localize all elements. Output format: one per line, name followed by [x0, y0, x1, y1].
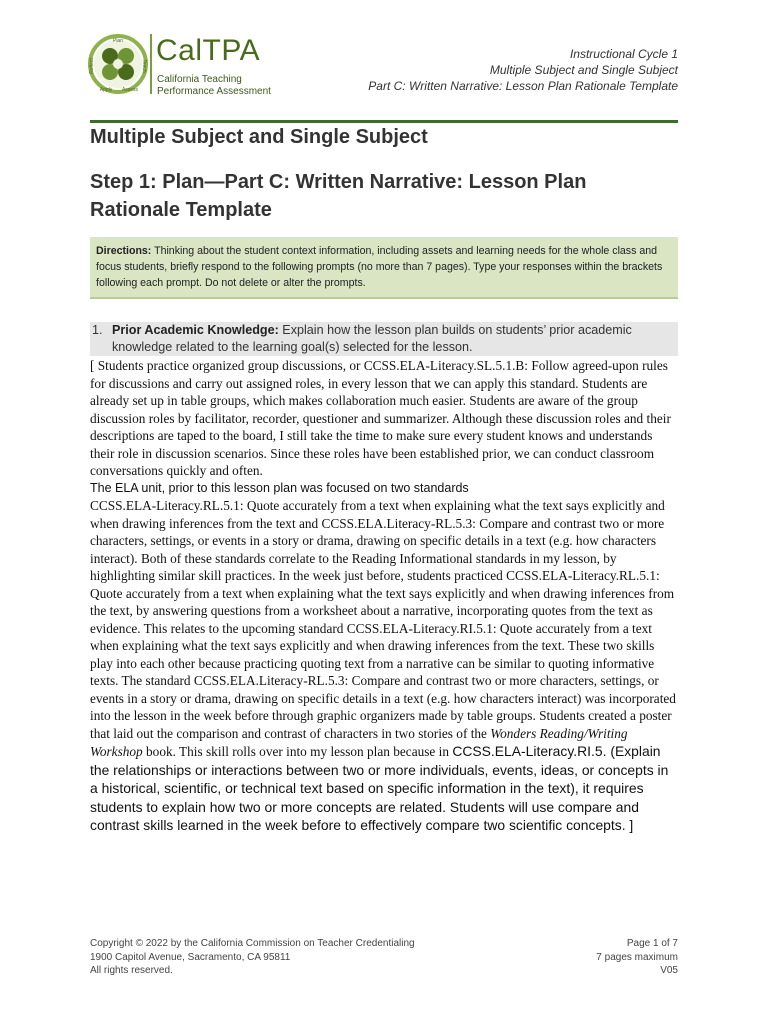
response-book-title: Wonders Reading/Writing Workshop — [90, 725, 628, 759]
response-paragraph-3 — [90, 497, 678, 835]
footer-page-limit: 7 pages maximum — [596, 951, 678, 963]
cycle-word-reflect: Reflect — [89, 58, 95, 74]
logo-title: CalTPA — [156, 34, 261, 67]
directions-box — [90, 237, 678, 299]
footer-copyright: Copyright © 2022 by the California Commission on Teacher Credentialing — [90, 938, 415, 949]
directions-label: Directions: — [96, 245, 152, 257]
footer-address: 1900 Capitol Avenue, Sacramento, CA 95811 — [90, 951, 291, 963]
cycle-word-teach: Teach — [141, 59, 147, 73]
response-text-area[interactable] — [90, 357, 678, 835]
prompt-1 — [90, 322, 678, 356]
document-title: Multiple Subject and Single Subject — [90, 126, 428, 148]
header-line2: Multiple Subject and Single Subject — [489, 63, 678, 77]
response-p3-part-d: (Explain the relationships or interactions between two or more individuals, events, ideas, or concepts in a historical, scientific, or technical text based on specific information in the text), it requires students to explain how two or more concepts are related. Students will use compare and contrast skills learned in the week before to effectively compare two scientific concepts. ] — [90, 743, 669, 833]
response-p3-part-a: CCSS.ELA-Literacy.RL.5.1: Quote accurately from a text when explaining what the text says explicitly and when drawing inferences from the text and CCSS.ELA.Literacy-RL.5.3: Compare and contrast two or more characters, settings, or events in a story or drama, drawing on specific details in a text (e.g. how characters interact). Both of these standards correlate to the Reading Informational standards in my lesson, by highlighting similar skill practices. In the week just before, students practiced CCSS.ELA-Literacy.RL.5.1: Quote accurately from a text when explaining what the text says explicitly and when drawing inferences from the text, by answering questions from a worksheet about a narrative, incorporating quotes from the text as evidence. This relates to the upcoming standard CCSS.ELA-Literacy.RI.5.1: Quote accurately from a text when explaining what the text says explicitly and when drawing inferences from the text. These two skills play into each other because practicing quoting text from a narrative can be similar to quoting informative texts. The standard CCSS.ELA.Literacy-RL.5.3: Compare and contrast two or more characters, settings, or events in a story or drama, drawing on specific details in a text (e.g. how characters interact) was incorporated into the lesson in the week before through graphic organizers made by table groups. Students created a poster that laid out the comparison and contrast of characters in two stories of the — [90, 498, 676, 741]
header-line1: Instructional Cycle 1 — [569, 47, 678, 61]
caltpa-cycle-logo-icon — [88, 34, 148, 94]
footer-rights: All rights reserved. — [90, 965, 173, 976]
footer-version: V05 — [660, 965, 678, 976]
running-header — [368, 46, 678, 94]
footer-left — [90, 937, 415, 978]
cycle-word-apply: Apply — [99, 87, 113, 93]
cycle-word-plan: Plan — [112, 38, 124, 44]
logo-divider — [150, 34, 152, 94]
response-paragraph-1: [ Students practice organized group discussions, or CCSS.ELA-Literacy.SL.5.1.B: Follow agreed-upon rules for discussions and carry out assigned roles, in every lesson that we can apply this standard. Students are already set up in table groups, which makes collaboration much easier. Students are aware of the group discussion roles by facilitator, recorder, questioner and summarizer. Although these discussion roles and their descriptions are taped to the board, I still take the time to make sure every student knows and understands their role in discussion scenarios. Since these roles have been established prior, we can conduct classroom conversations quickly and often. — [90, 358, 671, 478]
response-paragraph-2: The ELA unit, prior to this lesson plan was focused on two standards — [90, 480, 469, 495]
logo-subtitle-line1: California Teaching — [157, 74, 242, 85]
prompt-number: 1. — [92, 323, 103, 337]
footer-page-number: Page 1 of 7 — [626, 938, 678, 949]
header-line3: Part C: Written Narrative: Lesson Plan Rationale Template — [368, 79, 678, 93]
footer-right — [596, 937, 678, 978]
header-rule — [90, 120, 678, 123]
response-p3-part-c: CCSS.ELA-Literacy.RI.5. — [452, 743, 607, 759]
prompt-text: Explain how the lesson plan builds on students’ prior academic knowledge related to the learning goal(s) selected for the lesson. — [112, 323, 632, 354]
logo-subtitle — [157, 74, 271, 98]
prompt-text-block — [112, 322, 672, 356]
cycle-word-assess: Assess — [121, 87, 139, 93]
prompt-label: Prior Academic Knowledge: — [112, 323, 279, 337]
directions-text: Thinking about the student context information, including assets and learning needs for the whole class and focus students, briefly respond to the following prompts (no more than 7 pages). Type your responses within the brackets following each prompt. Do not delete or alter the prompts. — [96, 245, 663, 289]
caltpa-logo — [88, 32, 278, 98]
document-subtitle: Step 1: Plan—Part C: Written Narrative: Lesson Plan Rationale Template — [90, 171, 587, 221]
response-p3-part-b: book. This skill rolls over into my lesson plan because in — [142, 744, 453, 759]
logo-subtitle-line2: Performance Assessment — [157, 86, 271, 97]
